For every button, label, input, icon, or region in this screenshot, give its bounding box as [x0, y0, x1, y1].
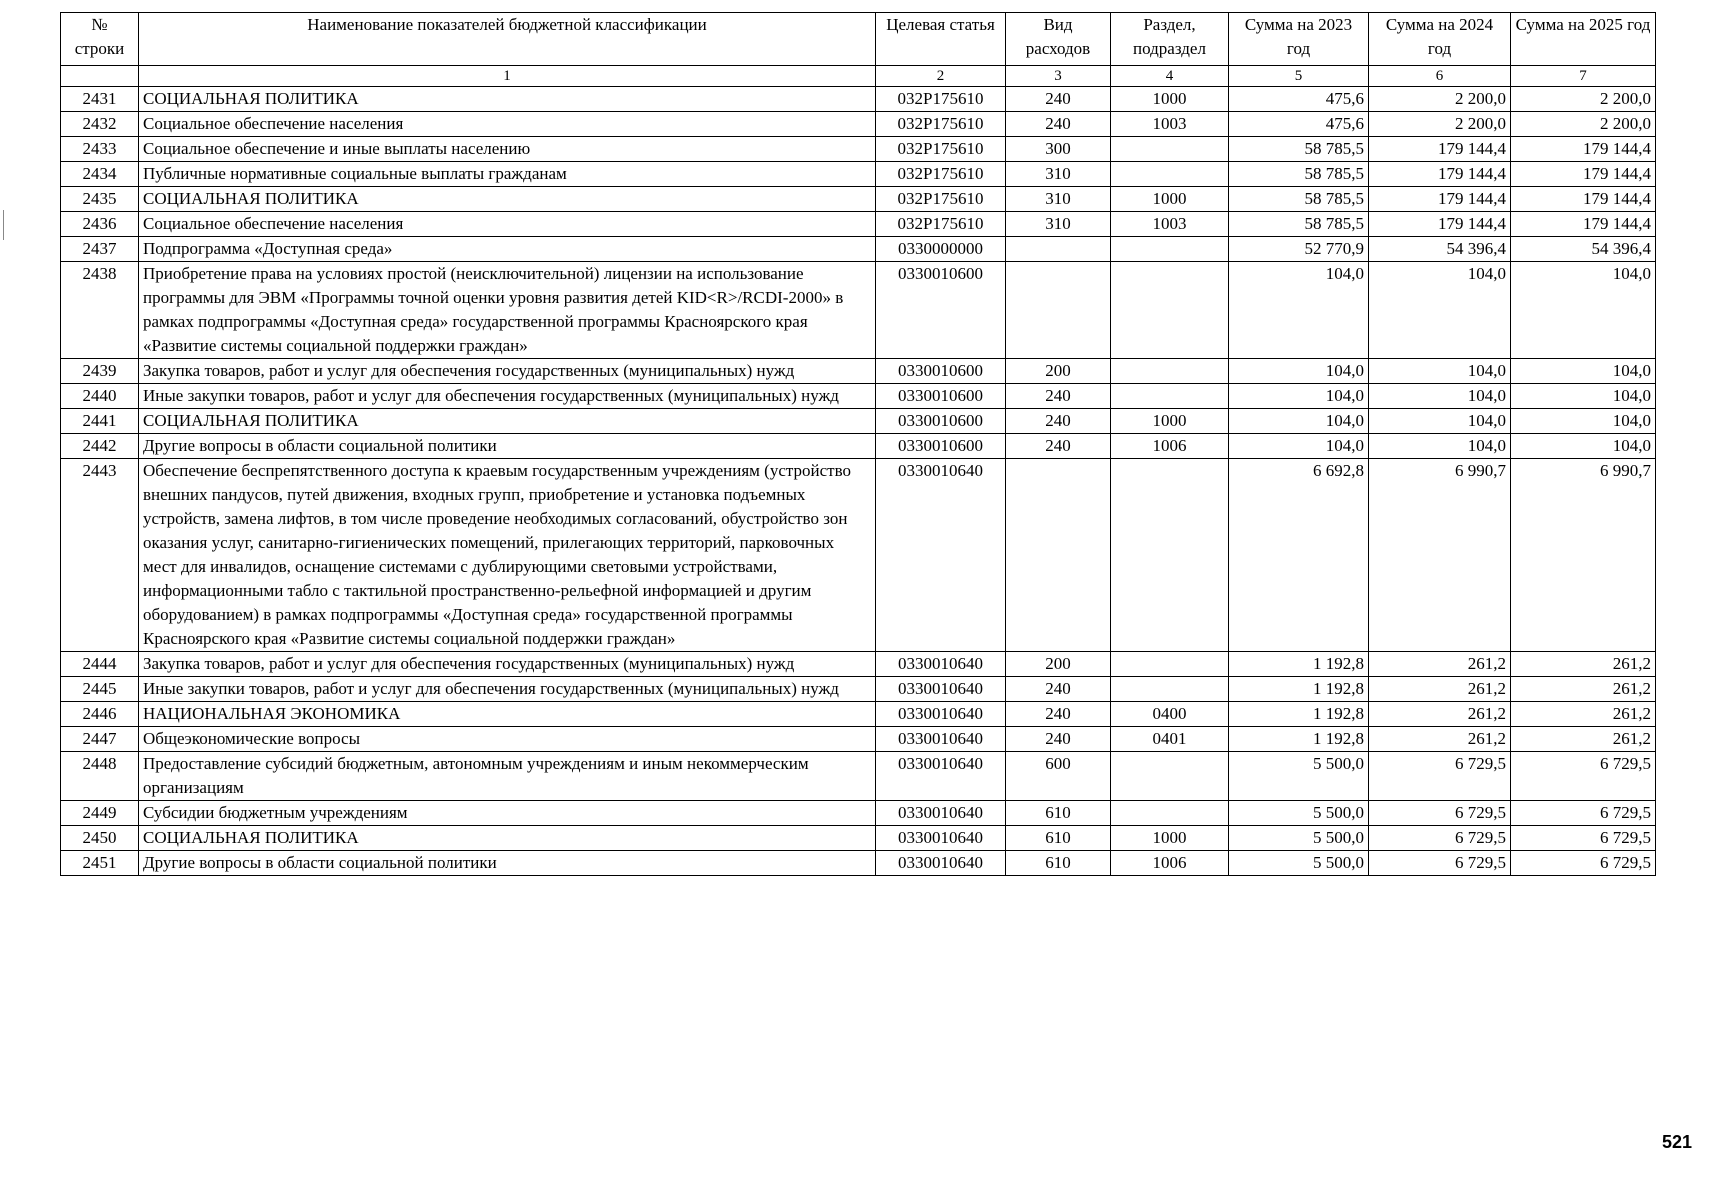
column-number: 4 [1111, 66, 1229, 87]
row-name-cell: Социальное обеспечение населения [139, 212, 876, 237]
table-row [61, 752, 1656, 801]
sum-2023-cell: 5 500,0 [1229, 801, 1369, 826]
sum-2023-cell: 5 500,0 [1229, 851, 1369, 876]
table-row [61, 359, 1656, 384]
table-row [61, 384, 1656, 409]
sum-2025-cell: 179 144,4 [1511, 212, 1656, 237]
sum-2023-cell: 104,0 [1229, 434, 1369, 459]
sum-2025-cell: 104,0 [1511, 434, 1656, 459]
expense-type-cell: 600 [1006, 752, 1111, 801]
expense-type-cell: 240 [1006, 727, 1111, 752]
sum-2023-cell: 475,6 [1229, 112, 1369, 137]
target-article-cell: 0330010600 [876, 262, 1006, 359]
sum-2025-cell: 261,2 [1511, 702, 1656, 727]
sum-2024-cell: 104,0 [1369, 359, 1511, 384]
sum-2025-cell: 104,0 [1511, 359, 1656, 384]
sum-2025-cell: 261,2 [1511, 652, 1656, 677]
sum-2025-cell: 2 200,0 [1511, 112, 1656, 137]
sum-2024-cell: 104,0 [1369, 384, 1511, 409]
row-number-cell: 2450 [61, 826, 139, 851]
row-number-cell: 2434 [61, 162, 139, 187]
section-cell: 1000 [1111, 187, 1229, 212]
row-name-cell: СОЦИАЛЬНАЯ ПОЛИТИКА [139, 409, 876, 434]
expense-type-cell [1006, 459, 1111, 652]
table-row [61, 112, 1656, 137]
expense-type-cell: 310 [1006, 212, 1111, 237]
expense-type-cell: 240 [1006, 384, 1111, 409]
column-number: 5 [1229, 66, 1369, 87]
row-number-cell: 2433 [61, 137, 139, 162]
sum-2025-cell: 179 144,4 [1511, 187, 1656, 212]
row-number-cell: 2445 [61, 677, 139, 702]
sum-2023-cell: 1 192,8 [1229, 702, 1369, 727]
expense-type-cell: 240 [1006, 677, 1111, 702]
sum-2025-cell: 54 396,4 [1511, 237, 1656, 262]
target-article-cell: 032P175610 [876, 162, 1006, 187]
expense-type-cell: 200 [1006, 652, 1111, 677]
row-number-cell: 2443 [61, 459, 139, 652]
section-cell: 0401 [1111, 727, 1229, 752]
section-cell: 1003 [1111, 112, 1229, 137]
expense-type-cell: 200 [1006, 359, 1111, 384]
target-article-cell: 0330010600 [876, 409, 1006, 434]
sum-2023-cell: 58 785,5 [1229, 187, 1369, 212]
row-name-cell: Социальное обеспечение и иные выплаты населению [139, 137, 876, 162]
sum-2023-cell: 104,0 [1229, 262, 1369, 359]
target-article-cell: 0330010640 [876, 702, 1006, 727]
section-cell [1111, 801, 1229, 826]
sum-2025-cell: 6 729,5 [1511, 801, 1656, 826]
header-sum-2024: Сумма на 2024 год [1369, 13, 1511, 66]
row-number-cell: 2441 [61, 409, 139, 434]
row-number-cell: 2444 [61, 652, 139, 677]
table-row [61, 237, 1656, 262]
target-article-cell: 0330000000 [876, 237, 1006, 262]
sum-2023-cell: 5 500,0 [1229, 826, 1369, 851]
sum-2024-cell: 54 396,4 [1369, 237, 1511, 262]
table-row [61, 702, 1656, 727]
sum-2024-cell: 261,2 [1369, 702, 1511, 727]
sum-2024-cell: 2 200,0 [1369, 112, 1511, 137]
target-article-cell: 0330010600 [876, 359, 1006, 384]
expense-type-cell: 240 [1006, 702, 1111, 727]
header-target-article: Целевая статья [876, 13, 1006, 66]
row-name-cell: Обеспечение беспрепятственного доступа к краевым государственным учреждениям (устройство внешних пандусов, путей движения, входных групп, приобретение и установка подъемных устройств, замена лифтов, в том числе проведение необходимых согласований, обустройство зон оказания услуг, санитарно-гигиенических помещений, прилегающих территорий, парковочных мест для инвалидов, оснащение системами с дублирующими световыми устройствами, информационными табло с тактильной пространственно-рельефной информацией и другим оборудованием) в рамках подпрограммы «Доступная среда» государственной программы Красноярского края «Развитие системы социальной поддержки граждан» [139, 459, 876, 652]
row-name-cell: СОЦИАЛЬНАЯ ПОЛИТИКА [139, 826, 876, 851]
column-number: 6 [1369, 66, 1511, 87]
row-name-cell: Закупка товаров, работ и услуг для обеспечения государственных (муниципальных) нужд [139, 359, 876, 384]
expense-type-cell: 610 [1006, 801, 1111, 826]
sum-2024-cell: 6 729,5 [1369, 752, 1511, 801]
section-cell: 1000 [1111, 826, 1229, 851]
target-article-cell: 032P175610 [876, 137, 1006, 162]
column-number: 3 [1006, 66, 1111, 87]
row-number-cell: 2442 [61, 434, 139, 459]
sum-2024-cell: 261,2 [1369, 727, 1511, 752]
table-row [61, 409, 1656, 434]
sum-2025-cell: 6 729,5 [1511, 851, 1656, 876]
target-article-cell: 032P175610 [876, 87, 1006, 112]
sum-2023-cell: 104,0 [1229, 359, 1369, 384]
column-number-row [61, 66, 1656, 87]
row-name-cell: СОЦИАЛЬНАЯ ПОЛИТИКА [139, 187, 876, 212]
row-number-cell: 2449 [61, 801, 139, 826]
sum-2024-cell: 261,2 [1369, 677, 1511, 702]
target-article-cell: 0330010640 [876, 677, 1006, 702]
sum-2024-cell: 179 144,4 [1369, 162, 1511, 187]
target-article-cell: 0330010640 [876, 459, 1006, 652]
expense-type-cell: 310 [1006, 187, 1111, 212]
table-row [61, 652, 1656, 677]
row-name-cell: Социальное обеспечение населения [139, 112, 876, 137]
table-row [61, 801, 1656, 826]
row-name-cell: Иные закупки товаров, работ и услуг для обеспечения государственных (муниципальных) нужд [139, 384, 876, 409]
sum-2025-cell: 104,0 [1511, 409, 1656, 434]
sum-2025-cell: 2 200,0 [1511, 87, 1656, 112]
section-cell [1111, 137, 1229, 162]
table-header-row [61, 13, 1656, 66]
sum-2023-cell: 5 500,0 [1229, 752, 1369, 801]
expense-type-cell [1006, 237, 1111, 262]
section-cell [1111, 459, 1229, 652]
header-sum-2025: Сумма на 2025 год [1511, 13, 1656, 66]
sum-2024-cell: 6 729,5 [1369, 801, 1511, 826]
sum-2024-cell: 261,2 [1369, 652, 1511, 677]
section-cell: 1000 [1111, 87, 1229, 112]
target-article-cell: 0330010640 [876, 851, 1006, 876]
row-number-cell: 2446 [61, 702, 139, 727]
sum-2025-cell: 6 729,5 [1511, 826, 1656, 851]
target-article-cell: 0330010640 [876, 752, 1006, 801]
sum-2025-cell: 179 144,4 [1511, 162, 1656, 187]
sum-2025-cell: 6 990,7 [1511, 459, 1656, 652]
row-name-cell: НАЦИОНАЛЬНАЯ ЭКОНОМИКА [139, 702, 876, 727]
expense-type-cell: 610 [1006, 826, 1111, 851]
header-name: Наименование показателей бюджетной классификации [139, 13, 876, 66]
target-article-cell: 0330010640 [876, 826, 1006, 851]
row-name-cell: Иные закупки товаров, работ и услуг для обеспечения государственных (муниципальных) нужд [139, 677, 876, 702]
table-row [61, 727, 1656, 752]
page-number: 521 [1662, 1132, 1693, 1152]
section-cell: 1006 [1111, 851, 1229, 876]
column-number: 1 [139, 66, 876, 87]
sum-2023-cell: 475,6 [1229, 87, 1369, 112]
table-row [61, 459, 1656, 652]
expense-type-cell [1006, 262, 1111, 359]
expense-type-cell: 300 [1006, 137, 1111, 162]
section-cell [1111, 384, 1229, 409]
sum-2023-cell: 6 692,8 [1229, 459, 1369, 652]
sum-2025-cell: 179 144,4 [1511, 137, 1656, 162]
target-article-cell: 0330010600 [876, 384, 1006, 409]
row-name-cell: Другие вопросы в области социальной политики [139, 434, 876, 459]
row-number-cell: 2436 [61, 212, 139, 237]
sum-2024-cell: 104,0 [1369, 409, 1511, 434]
target-article-cell: 0330010640 [876, 652, 1006, 677]
expense-type-cell: 240 [1006, 409, 1111, 434]
sum-2024-cell: 6 729,5 [1369, 826, 1511, 851]
row-number-cell: 2437 [61, 237, 139, 262]
sum-2023-cell: 58 785,5 [1229, 162, 1369, 187]
sum-2023-cell: 1 192,8 [1229, 652, 1369, 677]
row-name-cell: Другие вопросы в области социальной политики [139, 851, 876, 876]
row-number-cell: 2432 [61, 112, 139, 137]
table-row [61, 851, 1656, 876]
sum-2023-cell: 104,0 [1229, 409, 1369, 434]
section-cell [1111, 652, 1229, 677]
section-cell: 0400 [1111, 702, 1229, 727]
target-article-cell: 032P175610 [876, 187, 1006, 212]
table-row [61, 212, 1656, 237]
table-row [61, 187, 1656, 212]
sum-2023-cell: 1 192,8 [1229, 677, 1369, 702]
sum-2023-cell: 58 785,5 [1229, 137, 1369, 162]
header-row-number: № строки [61, 13, 139, 66]
row-number-cell: 2447 [61, 727, 139, 752]
section-cell [1111, 677, 1229, 702]
sum-2023-cell: 52 770,9 [1229, 237, 1369, 262]
section-cell: 1003 [1111, 212, 1229, 237]
sum-2024-cell: 179 144,4 [1369, 137, 1511, 162]
table-row [61, 162, 1656, 187]
row-number-cell: 2440 [61, 384, 139, 409]
row-name-cell: Приобретение права на условиях простой (неисключительной) лицензии на использование программы для ЭВМ «Программы точной оценки уровня развития детей KID<R>/RCDI-2000» в рамках подпрограммы «Доступная среда» государственной программы Красноярского края «Развитие системы социальной поддержки граждан» [139, 262, 876, 359]
sum-2024-cell: 179 144,4 [1369, 187, 1511, 212]
expense-type-cell: 240 [1006, 87, 1111, 112]
sum-2024-cell: 2 200,0 [1369, 87, 1511, 112]
row-number-cell: 2451 [61, 851, 139, 876]
table-row [61, 826, 1656, 851]
row-number-cell: 2448 [61, 752, 139, 801]
row-name-cell: Подпрограмма «Доступная среда» [139, 237, 876, 262]
sum-2025-cell: 261,2 [1511, 727, 1656, 752]
column-number [61, 66, 139, 87]
section-cell [1111, 162, 1229, 187]
sum-2025-cell: 104,0 [1511, 384, 1656, 409]
expense-type-cell: 310 [1006, 162, 1111, 187]
section-cell: 1000 [1111, 409, 1229, 434]
target-article-cell: 0330010640 [876, 727, 1006, 752]
target-article-cell: 032P175610 [876, 112, 1006, 137]
sum-2025-cell: 6 729,5 [1511, 752, 1656, 801]
section-cell [1111, 237, 1229, 262]
row-number-cell: 2439 [61, 359, 139, 384]
scan-artifact-line [3, 210, 4, 240]
column-number: 2 [876, 66, 1006, 87]
sum-2024-cell: 6 729,5 [1369, 851, 1511, 876]
table-row [61, 262, 1656, 359]
section-cell [1111, 359, 1229, 384]
table-row [61, 137, 1656, 162]
sum-2025-cell: 104,0 [1511, 262, 1656, 359]
sum-2023-cell: 58 785,5 [1229, 212, 1369, 237]
sum-2025-cell: 261,2 [1511, 677, 1656, 702]
expense-type-cell: 240 [1006, 434, 1111, 459]
expense-type-cell: 240 [1006, 112, 1111, 137]
section-cell [1111, 262, 1229, 359]
row-name-cell: Субсидии бюджетным учреждениям [139, 801, 876, 826]
row-number-cell: 2435 [61, 187, 139, 212]
header-section: Раздел, подраздел [1111, 13, 1229, 66]
table-row [61, 677, 1656, 702]
row-name-cell: Предоставление субсидий бюджетным, автономным учреждениям и иным некоммерческим организациям [139, 752, 876, 801]
expense-type-cell: 610 [1006, 851, 1111, 876]
column-number: 7 [1511, 66, 1656, 87]
row-name-cell: Закупка товаров, работ и услуг для обеспечения государственных (муниципальных) нужд [139, 652, 876, 677]
header-expense-type: Вид расходов [1006, 13, 1111, 66]
table-body [61, 87, 1656, 876]
row-number-cell: 2431 [61, 87, 139, 112]
table-row [61, 434, 1656, 459]
sum-2024-cell: 6 990,7 [1369, 459, 1511, 652]
row-name-cell: Общеэкономические вопросы [139, 727, 876, 752]
budget-table [60, 12, 1656, 876]
table-row [61, 87, 1656, 112]
target-article-cell: 0330010640 [876, 801, 1006, 826]
target-article-cell: 032P175610 [876, 212, 1006, 237]
section-cell [1111, 752, 1229, 801]
sum-2024-cell: 179 144,4 [1369, 212, 1511, 237]
row-name-cell: СОЦИАЛЬНАЯ ПОЛИТИКА [139, 87, 876, 112]
sum-2023-cell: 104,0 [1229, 384, 1369, 409]
sum-2024-cell: 104,0 [1369, 434, 1511, 459]
row-number-cell: 2438 [61, 262, 139, 359]
row-name-cell: Публичные нормативные социальные выплаты гражданам [139, 162, 876, 187]
target-article-cell: 0330010600 [876, 434, 1006, 459]
header-sum-2023: Сумма на 2023 год [1229, 13, 1369, 66]
section-cell: 1006 [1111, 434, 1229, 459]
sum-2023-cell: 1 192,8 [1229, 727, 1369, 752]
sum-2024-cell: 104,0 [1369, 262, 1511, 359]
